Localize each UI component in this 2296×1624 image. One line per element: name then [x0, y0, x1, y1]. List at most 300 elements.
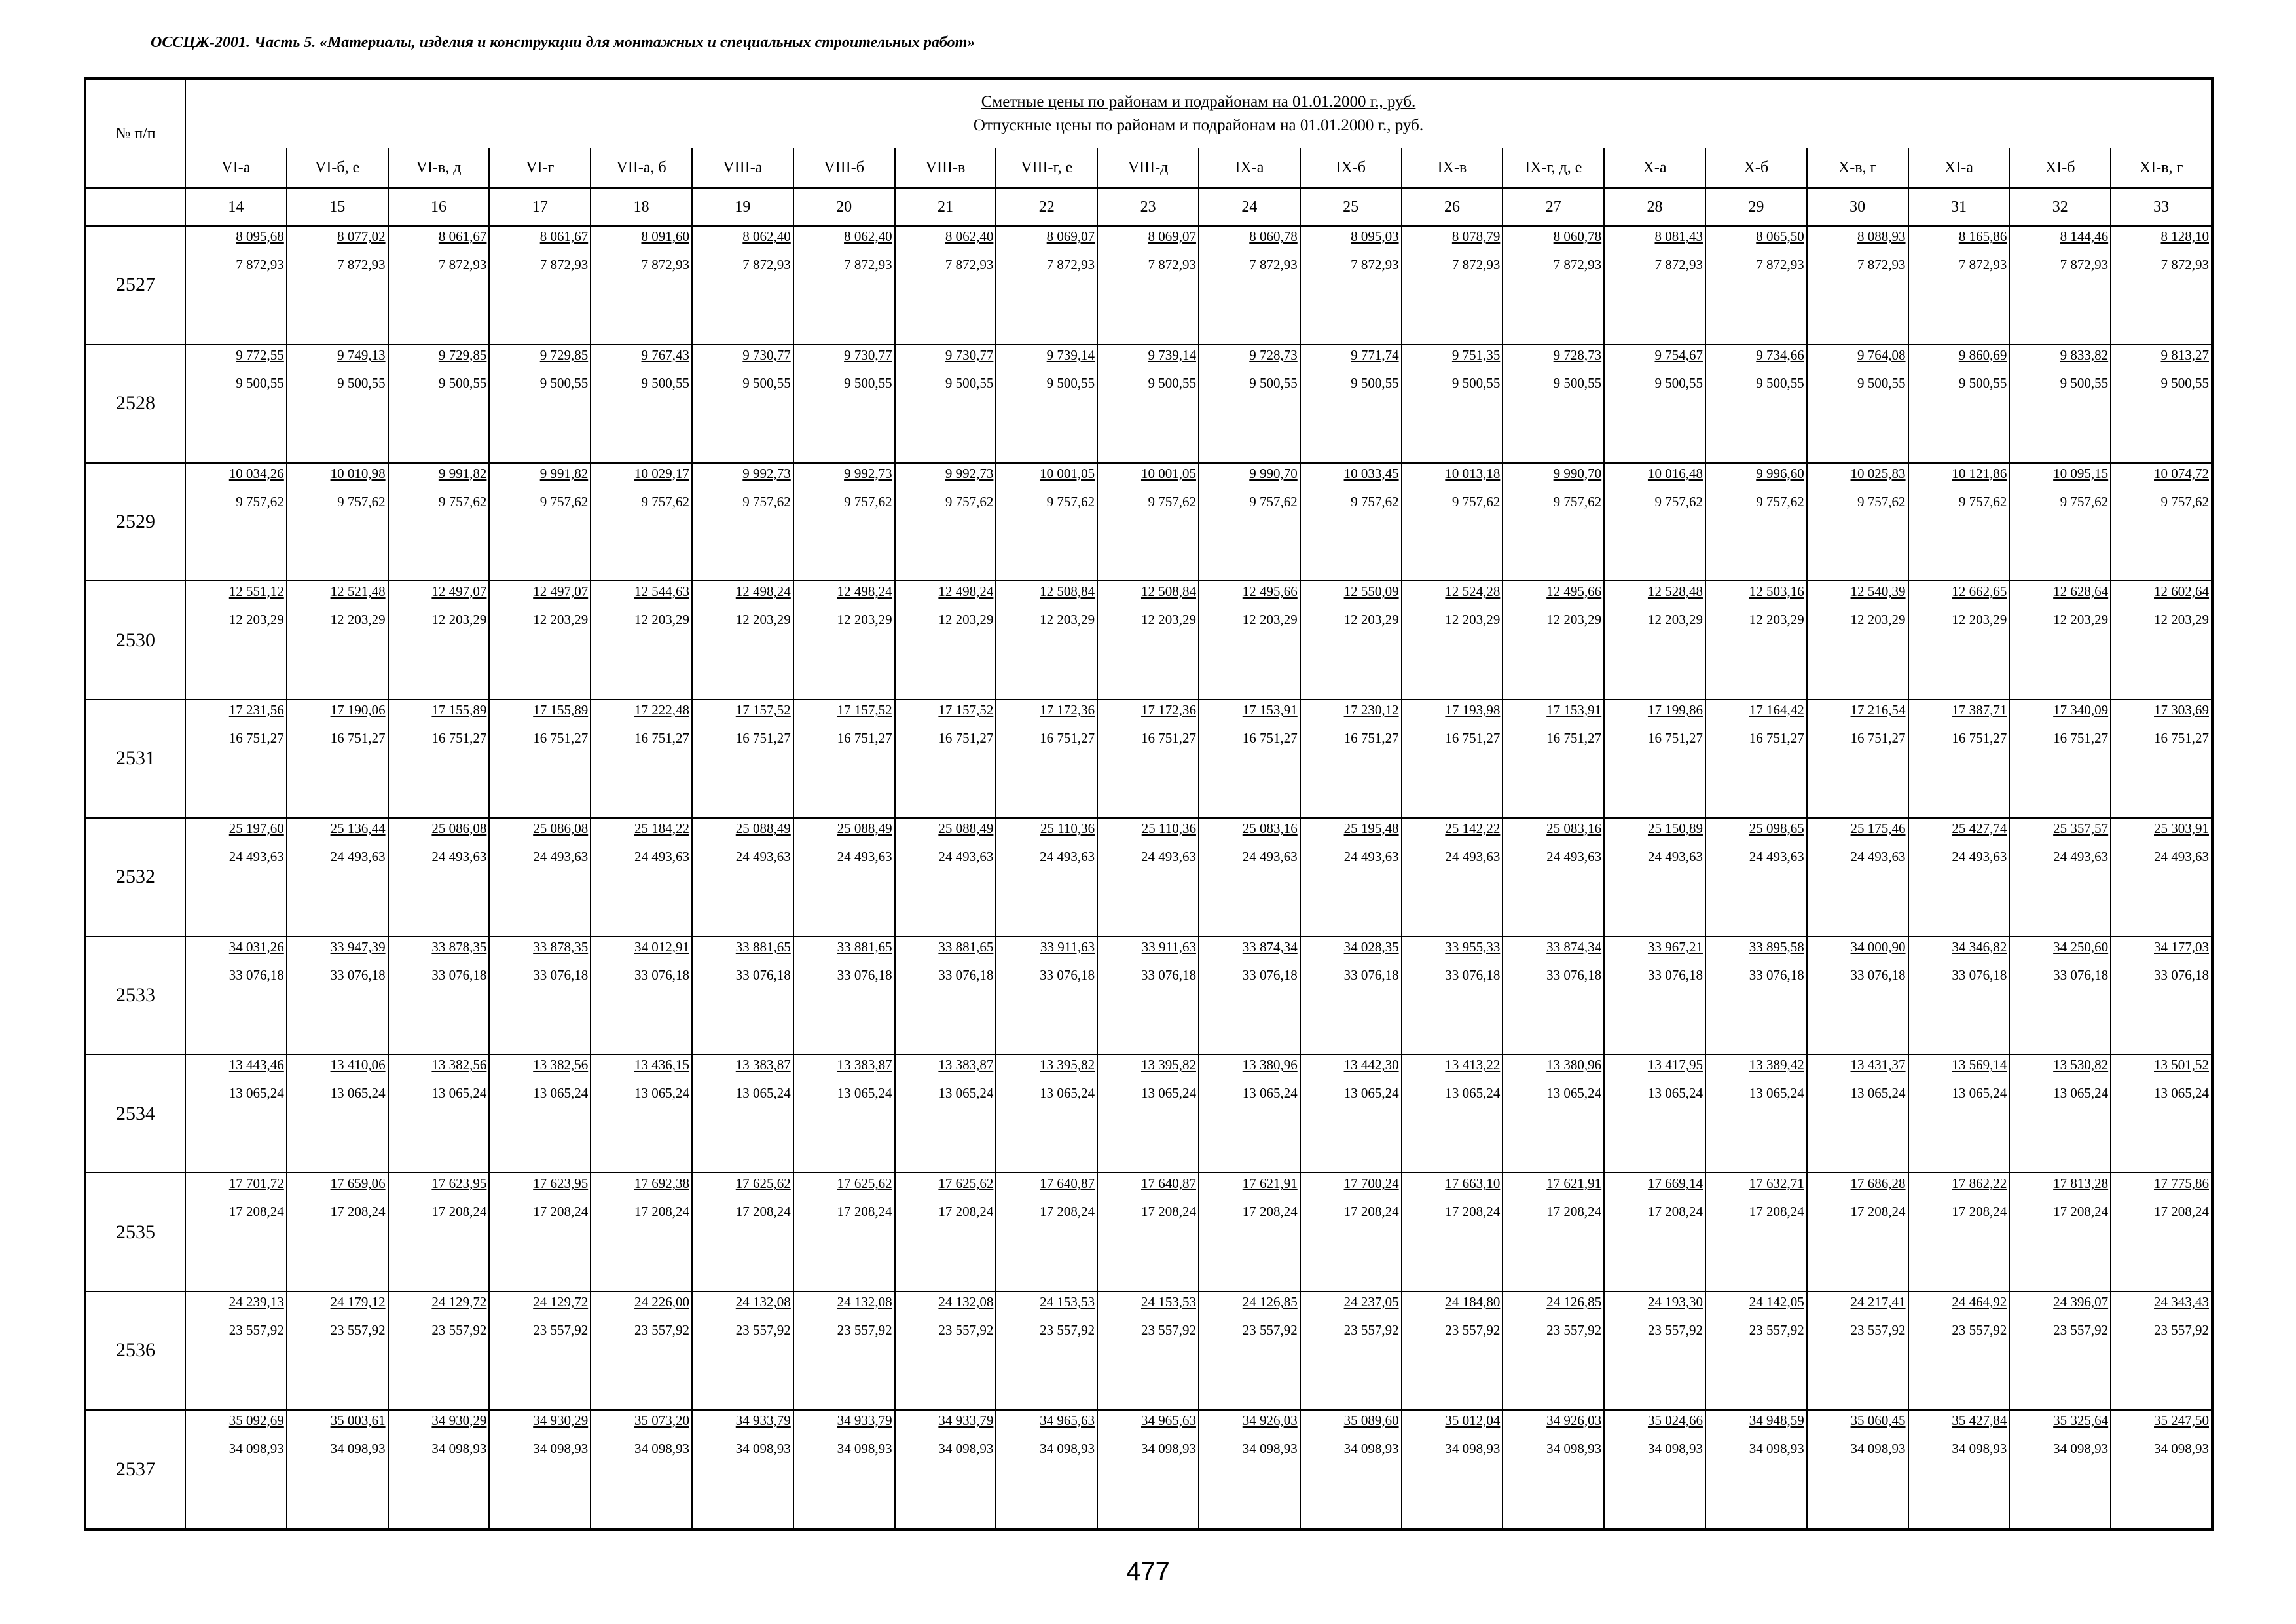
release-price: 16 751,27 — [1343, 730, 1399, 747]
row-number: 2533 — [85, 936, 185, 1055]
price-cell — [1604, 1054, 1705, 1173]
estimated-price: 12 628,64 — [2053, 583, 2109, 600]
estimated-price: 17 862,22 — [1952, 1175, 2007, 1192]
estimated-price: 8 165,86 — [1958, 229, 2007, 244]
price-cell — [895, 463, 996, 581]
release-price: 16 751,27 — [735, 730, 791, 747]
release-price: 7 872,93 — [236, 257, 284, 272]
estimated-price: 35 012,04 — [1445, 1412, 1501, 1428]
release-price: 34 098,93 — [1140, 1440, 1196, 1456]
release-price-caption: Отпускные цены по районам и подрайонам на 01.01.2000 г., руб. — [973, 117, 1424, 134]
release-price: 9 500,55 — [337, 375, 386, 391]
estimated-price: 25 142,22 — [1445, 820, 1501, 836]
release-price: 9 500,55 — [1553, 375, 1602, 391]
estimated-price: 24 153,53 — [1140, 1293, 1196, 1310]
release-price: 24 493,63 — [2053, 848, 2109, 864]
price-cell — [793, 818, 895, 936]
release-price: 9 757,62 — [641, 493, 689, 509]
estimated-price: 35 060,45 — [1850, 1412, 1906, 1428]
release-price: 12 203,29 — [1647, 612, 1703, 628]
price-cell — [388, 1291, 490, 1410]
price-cell — [2009, 1291, 2111, 1410]
estimated-price: 17 663,10 — [1445, 1175, 1501, 1192]
region-header: IX-а — [1199, 148, 1300, 188]
price-cell — [2111, 581, 2212, 699]
price-cell — [1097, 226, 1199, 344]
estimated-price: 17 623,95 — [533, 1175, 589, 1192]
release-price: 23 557,92 — [330, 1321, 386, 1338]
price-cell — [2009, 1410, 2111, 1530]
release-price: 7 872,93 — [945, 257, 994, 272]
estimated-price: 24 343,43 — [2154, 1293, 2209, 1310]
estimated-price: 34 000,90 — [1850, 938, 1906, 955]
price-cell — [1402, 463, 1503, 581]
price-cell — [185, 1173, 287, 1291]
price-cell — [1503, 463, 1604, 581]
release-price: 34 098,93 — [1242, 1440, 1298, 1456]
price-cell — [895, 226, 996, 344]
price-cell — [1199, 1054, 1300, 1173]
price-cell — [996, 699, 1097, 818]
price-cell — [591, 463, 692, 581]
price-cell — [591, 344, 692, 463]
column-number: 32 — [2009, 188, 2111, 226]
release-price: 23 557,92 — [2053, 1321, 2109, 1338]
price-cell — [793, 1173, 895, 1291]
table-row — [85, 463, 2212, 581]
price-cell — [692, 581, 793, 699]
price-cell — [996, 1410, 1097, 1530]
price-cell — [1402, 581, 1503, 699]
table-row — [85, 581, 2212, 699]
release-price: 23 557,92 — [228, 1321, 284, 1338]
regions-row — [85, 148, 2212, 188]
estimated-price: 24 226,00 — [634, 1293, 689, 1310]
region-header: X-б — [1705, 148, 1807, 188]
price-cell — [1300, 1054, 1402, 1173]
price-cell — [895, 1054, 996, 1173]
release-price: 9 500,55 — [1756, 375, 1804, 391]
price-cell — [1908, 936, 2010, 1055]
estimated-price: 12 497,07 — [431, 583, 487, 600]
price-cell — [287, 1410, 388, 1530]
row-number-header: № п/п — [85, 79, 185, 188]
release-price: 9 757,62 — [1654, 493, 1703, 509]
price-cell — [1097, 1410, 1199, 1530]
price-cell — [895, 699, 996, 818]
price-cell — [287, 581, 388, 699]
estimated-price: 25 083,16 — [1546, 820, 1602, 836]
estimated-price: 8 060,78 — [1553, 229, 1602, 244]
estimated-price: 8 095,03 — [1351, 229, 1399, 244]
release-price: 16 751,27 — [2154, 730, 2209, 747]
release-price: 7 872,93 — [2160, 257, 2209, 272]
region-header: IX-в — [1402, 148, 1503, 188]
release-price: 12 203,29 — [1343, 612, 1399, 628]
release-price: 16 751,27 — [2053, 730, 2109, 747]
release-price: 17 208,24 — [2154, 1204, 2209, 1220]
estimated-price: 34 933,79 — [837, 1412, 892, 1428]
price-cell — [185, 1054, 287, 1173]
release-price: 34 098,93 — [1343, 1440, 1399, 1456]
release-price: 34 098,93 — [2053, 1440, 2109, 1456]
price-cell — [1503, 1291, 1604, 1410]
release-price: 23 557,92 — [1850, 1321, 1906, 1338]
price-cell — [1199, 1173, 1300, 1291]
estimated-price: 25 184,22 — [634, 820, 689, 836]
estimated-price: 24 132,08 — [837, 1293, 892, 1310]
price-cell — [1300, 1410, 1402, 1530]
release-price: 34 098,93 — [1546, 1440, 1602, 1456]
release-price: 16 751,27 — [1242, 730, 1298, 747]
price-cell — [2111, 818, 2212, 936]
price-cell — [1604, 818, 1705, 936]
release-price: 23 557,92 — [1952, 1321, 2007, 1338]
estimated-price: 35 325,64 — [2053, 1412, 2109, 1428]
release-price: 9 757,62 — [1958, 493, 2007, 509]
release-price: 34 098,93 — [1445, 1440, 1501, 1456]
price-cell — [1097, 581, 1199, 699]
estimated-price: 9 734,66 — [1756, 346, 1804, 363]
price-cell — [1705, 699, 1807, 818]
price-cell — [591, 699, 692, 818]
price-cell — [692, 818, 793, 936]
release-price: 24 493,63 — [431, 848, 487, 864]
price-cell — [1807, 936, 1908, 1055]
price-cell — [591, 818, 692, 936]
release-price: 24 493,63 — [837, 848, 892, 864]
release-price: 17 208,24 — [1242, 1204, 1298, 1220]
price-cell — [1300, 936, 1402, 1055]
estimated-price: 17 700,24 — [1343, 1175, 1399, 1192]
estimated-price: 12 508,84 — [1140, 583, 1196, 600]
price-cell — [489, 581, 591, 699]
price-cell — [1908, 1291, 2010, 1410]
price-cell — [2111, 1410, 2212, 1530]
estimated-price: 34 965,63 — [1040, 1412, 1095, 1428]
estimated-price: 8 128,10 — [2160, 229, 2209, 244]
release-price: 7 872,93 — [1148, 257, 1196, 272]
release-price: 17 208,24 — [1749, 1204, 1804, 1220]
estimated-price: 24 217,41 — [1850, 1293, 1906, 1310]
estimated-price: 24 129,72 — [431, 1293, 487, 1310]
price-cell — [388, 226, 490, 344]
price-cell — [692, 1291, 793, 1410]
price-cell — [2111, 226, 2212, 344]
column-number: 29 — [1705, 188, 1807, 226]
column-number: 28 — [1604, 188, 1705, 226]
price-cell — [1908, 1173, 2010, 1291]
release-price: 7 872,93 — [337, 257, 386, 272]
release-price: 7 872,93 — [1351, 257, 1399, 272]
price-cell — [1807, 1173, 1908, 1291]
release-price: 24 493,63 — [1140, 848, 1196, 864]
release-price: 13 065,24 — [1749, 1085, 1804, 1101]
release-price: 9 757,62 — [337, 493, 386, 509]
estimated-price: 13 530,82 — [2053, 1057, 2109, 1073]
release-price: 9 757,62 — [2060, 493, 2109, 509]
table-row — [85, 226, 2212, 344]
estimated-price: 9 771,74 — [1351, 346, 1399, 363]
price-cell — [1908, 699, 2010, 818]
row-number: 2534 — [85, 1054, 185, 1173]
price-cell — [793, 226, 895, 344]
estimated-price: 17 153,91 — [1546, 702, 1602, 718]
price-cell — [1097, 936, 1199, 1055]
estimated-price: 8 060,78 — [1249, 229, 1298, 244]
estimated-price: 24 193,30 — [1647, 1293, 1703, 1310]
row-number: 2536 — [85, 1291, 185, 1410]
estimated-price: 33 881,65 — [938, 938, 994, 955]
estimated-price: 34 930,29 — [431, 1412, 487, 1428]
release-price: 17 208,24 — [1140, 1204, 1196, 1220]
estimated-price: 34 933,79 — [735, 1412, 791, 1428]
region-header: XI-б — [2009, 148, 2111, 188]
estimated-price: 13 410,06 — [330, 1057, 386, 1073]
release-price: 16 751,27 — [228, 730, 284, 747]
estimated-price: 35 003,61 — [330, 1412, 386, 1428]
price-cell — [1300, 1291, 1402, 1410]
release-price: 9 757,62 — [1351, 493, 1399, 509]
release-price: 24 493,63 — [1546, 848, 1602, 864]
price-table — [84, 77, 2214, 1531]
column-number: 17 — [489, 188, 591, 226]
release-price: 7 872,93 — [1046, 257, 1095, 272]
estimated-price: 34 930,29 — [533, 1412, 589, 1428]
release-price: 13 065,24 — [1445, 1085, 1501, 1101]
release-price: 16 751,27 — [1546, 730, 1602, 747]
estimated-price: 8 062,40 — [945, 229, 994, 244]
release-price: 33 076,18 — [1242, 967, 1298, 983]
estimated-price: 33 874,34 — [1546, 938, 1602, 955]
release-price: 7 872,93 — [641, 257, 689, 272]
release-price: 12 203,29 — [228, 612, 284, 628]
release-price: 12 203,29 — [735, 612, 791, 628]
release-price: 23 557,92 — [1140, 1321, 1196, 1338]
estimated-price: 34 926,03 — [1242, 1412, 1298, 1428]
release-price: 12 203,29 — [1445, 612, 1501, 628]
estimated-price: 17 157,52 — [837, 702, 892, 718]
price-cell — [1402, 699, 1503, 818]
release-price: 16 751,27 — [431, 730, 487, 747]
release-price: 7 872,93 — [1553, 257, 1602, 272]
release-price: 9 500,55 — [945, 375, 994, 391]
price-cell — [793, 936, 895, 1055]
release-price: 34 098,93 — [1952, 1440, 2007, 1456]
release-price: 9 757,62 — [1046, 493, 1095, 509]
price-cell — [287, 699, 388, 818]
price-cell — [895, 1291, 996, 1410]
price-cell — [692, 1054, 793, 1173]
estimated-price: 25 197,60 — [228, 820, 284, 836]
estimated-price: 24 142,05 — [1749, 1293, 1804, 1310]
price-cell — [996, 1054, 1097, 1173]
release-price: 23 557,92 — [431, 1321, 487, 1338]
release-price: 9 500,55 — [1958, 375, 2007, 391]
price-cell — [1705, 1054, 1807, 1173]
table-row — [85, 344, 2212, 463]
estimated-price: 35 024,66 — [1647, 1412, 1703, 1428]
release-price: 7 872,93 — [1857, 257, 1906, 272]
release-price: 9 757,62 — [945, 493, 994, 509]
estimated-price: 17 623,95 — [431, 1175, 487, 1192]
price-caption — [185, 79, 2212, 148]
release-price: 13 065,24 — [837, 1085, 892, 1101]
estimated-price: 9 730,77 — [945, 346, 994, 363]
estimated-price: 10 029,17 — [634, 465, 689, 481]
price-cell — [1807, 818, 1908, 936]
release-price: 24 493,63 — [1749, 848, 1804, 864]
price-cell — [895, 818, 996, 936]
estimated-price: 17 669,14 — [1647, 1175, 1703, 1192]
release-price: 13 065,24 — [1647, 1085, 1703, 1101]
release-price: 33 076,18 — [330, 967, 386, 983]
estimated-price: 9 739,14 — [1148, 346, 1196, 363]
price-cell — [1199, 1291, 1300, 1410]
release-price: 16 751,27 — [1850, 730, 1906, 747]
column-number: 25 — [1300, 188, 1402, 226]
estimated-price: 9 991,82 — [438, 465, 487, 481]
price-cell — [1705, 818, 1807, 936]
release-price: 24 493,63 — [735, 848, 791, 864]
release-price: 24 493,63 — [1647, 848, 1703, 864]
estimated-price: 13 395,82 — [1040, 1057, 1095, 1073]
price-cell — [591, 1173, 692, 1291]
estimated-price: 9 772,55 — [236, 346, 284, 363]
estimated-price: 17 216,54 — [1850, 702, 1906, 718]
release-price: 9 757,62 — [1756, 493, 1804, 509]
estimated-price: 17 621,91 — [1242, 1175, 1298, 1192]
release-price: 33 076,18 — [228, 967, 284, 983]
estimated-price: 24 153,53 — [1040, 1293, 1095, 1310]
release-price: 13 065,24 — [735, 1085, 791, 1101]
price-cell — [1604, 581, 1705, 699]
estimated-price: 13 383,87 — [735, 1057, 791, 1073]
row-number: 2528 — [85, 344, 185, 463]
release-price: 23 557,92 — [938, 1321, 994, 1338]
price-cell — [1604, 1173, 1705, 1291]
release-price: 33 076,18 — [1445, 967, 1501, 983]
region-header: IX-г, д, е — [1503, 148, 1604, 188]
release-price: 9 500,55 — [539, 375, 589, 391]
price-cell — [1503, 1173, 1604, 1291]
price-cell — [591, 936, 692, 1055]
release-price: 12 203,29 — [837, 612, 892, 628]
column-number: 30 — [1807, 188, 1908, 226]
price-cell — [591, 1054, 692, 1173]
estimated-price: 35 092,69 — [228, 1412, 284, 1428]
release-price: 33 076,18 — [431, 967, 487, 983]
release-price: 9 500,55 — [2060, 375, 2109, 391]
price-cell — [388, 818, 490, 936]
estimated-price: 12 498,24 — [837, 583, 892, 600]
release-price: 24 493,63 — [938, 848, 994, 864]
release-price: 12 203,29 — [634, 612, 689, 628]
release-price: 13 065,24 — [228, 1085, 284, 1101]
price-cell — [1604, 344, 1705, 463]
release-price: 17 208,24 — [1040, 1204, 1095, 1220]
price-cell — [287, 463, 388, 581]
estimated-price: 24 126,85 — [1242, 1293, 1298, 1310]
release-price: 9 500,55 — [1654, 375, 1703, 391]
estimated-price: 17 340,09 — [2053, 702, 2109, 718]
release-price: 13 065,24 — [2053, 1085, 2109, 1101]
estimated-price: 24 132,08 — [938, 1293, 994, 1310]
release-price: 34 098,93 — [1749, 1440, 1804, 1456]
release-price: 13 065,24 — [938, 1085, 994, 1101]
estimated-price: 33 881,65 — [735, 938, 791, 955]
price-cell — [489, 699, 591, 818]
price-cell — [489, 1410, 591, 1530]
price-cell — [1503, 581, 1604, 699]
region-header: VI-а — [185, 148, 287, 188]
price-cell — [1300, 226, 1402, 344]
release-price: 34 098,93 — [938, 1440, 994, 1456]
release-price: 9 500,55 — [1351, 375, 1399, 391]
release-price: 33 076,18 — [1749, 967, 1804, 983]
estimated-price: 17 230,12 — [1343, 702, 1399, 718]
price-cell — [1604, 1291, 1705, 1410]
estimated-price: 17 387,71 — [1952, 702, 2007, 718]
price-cell — [185, 226, 287, 344]
price-cell — [287, 344, 388, 463]
release-price: 17 208,24 — [1647, 1204, 1703, 1220]
price-cell — [1908, 581, 2010, 699]
estimated-price: 17 640,87 — [1040, 1175, 1095, 1192]
price-cell — [489, 463, 591, 581]
estimated-price: 33 911,63 — [1141, 938, 1196, 955]
price-cell — [1807, 463, 1908, 581]
release-price: 13 065,24 — [1952, 1085, 2007, 1101]
estimated-price: 24 126,85 — [1546, 1293, 1602, 1310]
estimated-price: 8 078,79 — [1451, 229, 1501, 244]
estimated-price: 13 431,37 — [1850, 1057, 1906, 1073]
region-header: VII-а, б — [591, 148, 692, 188]
release-price: 9 757,62 — [438, 493, 487, 509]
estimated-price: 17 193,98 — [1445, 702, 1501, 718]
release-price: 9 500,55 — [641, 375, 689, 391]
release-price: 9 500,55 — [1249, 375, 1298, 391]
release-price: 16 751,27 — [634, 730, 689, 747]
release-price: 17 208,24 — [634, 1204, 689, 1220]
price-cell — [1503, 226, 1604, 344]
estimated-price: 34 177,03 — [2154, 938, 2209, 955]
estimated-price: 8 144,46 — [2060, 229, 2109, 244]
release-price: 9 500,55 — [844, 375, 892, 391]
price-cell — [2111, 1054, 2212, 1173]
price-cell — [287, 226, 388, 344]
price-cell — [1604, 463, 1705, 581]
column-number-blank — [85, 188, 185, 226]
estimated-price: 34 346,82 — [1952, 938, 2007, 955]
price-cell — [1402, 344, 1503, 463]
price-cell — [1402, 226, 1503, 344]
release-price: 7 872,93 — [1756, 257, 1804, 272]
price-cell — [185, 463, 287, 581]
release-price: 34 098,93 — [1850, 1440, 1906, 1456]
estimated-price: 8 062,40 — [742, 229, 791, 244]
price-cell — [185, 1291, 287, 1410]
release-price: 34 098,93 — [735, 1440, 791, 1456]
price-cell — [591, 226, 692, 344]
release-price: 9 500,55 — [1857, 375, 1906, 391]
price-cell — [1199, 344, 1300, 463]
region-header: VI-б, е — [287, 148, 388, 188]
release-price: 17 208,24 — [1952, 1204, 2007, 1220]
estimated-price: 17 303,69 — [2154, 702, 2209, 718]
estimated-price: 12 662,65 — [1952, 583, 2007, 600]
release-price: 16 751,27 — [837, 730, 892, 747]
